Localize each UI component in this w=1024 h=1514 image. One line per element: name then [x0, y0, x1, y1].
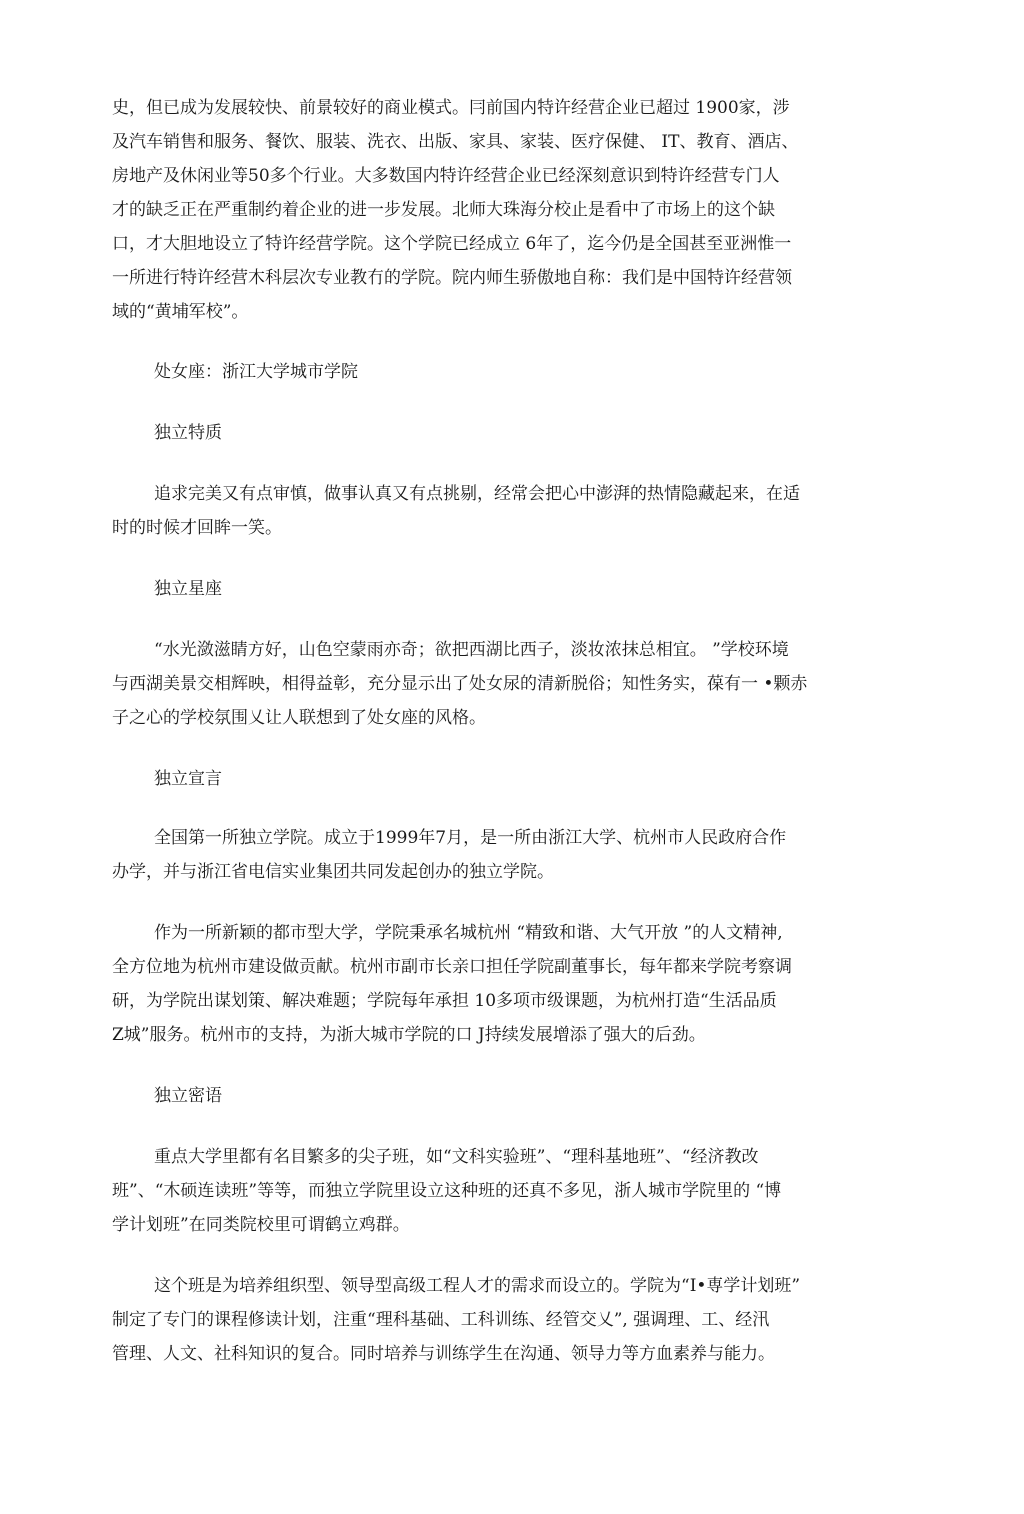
- paragraph-line: 学计划班”在同类院校里可谓鹤立鸡群。: [112, 1215, 410, 1235]
- paragraph-line: 管理、人文、社科知识的复合。同时培养与训练学生在沟通、领导力等方血素养与能力。: [112, 1344, 775, 1364]
- paragraph-line: 作为一所新颖的都市型大学，学院秉承名城杭州 “精致和谐、大气开放 ”的人文精神,: [154, 923, 783, 943]
- subheading-star: 独立星座: [154, 579, 222, 599]
- paragraph-line: 域的“黄埔军校”。: [112, 302, 249, 322]
- paragraph-line: “水光潋滋睛方好，山色空蒙雨亦奇；欲把西湖比西子，淡妆浓抹总相宜。 ”学校环境: [154, 640, 789, 660]
- paragraph-line: 重点大学里都有名目繁多的尖子班，如“文科实验班”、“理科基地班”、“经济教改: [154, 1147, 759, 1167]
- paragraph-line: 研，为学院出谋划策、解决难题；学院每年承担 10多项市级课题，为杭州打造“生活品质: [112, 991, 777, 1011]
- paragraph-line: 才的缺乏正在严重制约着企业的进一步发展。北师大珠海分校止是看中了市场上的这个缺: [112, 200, 775, 220]
- subheading-secret: 独立密语: [154, 1086, 222, 1106]
- paragraph-line: 制定了专门的课程修读计划，注重“理科基础、工科训练、经管交乂”, 强调理、工、经汛: [112, 1310, 770, 1330]
- paragraph-line: 与西湖美景交相辉映，相得益彰，充分显示出了处女尿的清新脱俗；知性务实，葆有一 •颗赤: [112, 674, 808, 694]
- paragraph-line: 子之心的学校氛围乂让人联想到了处女座的风格。: [112, 708, 486, 728]
- paragraph-line: 口，才大胆地设立了特许经营学院。这个学院已经成立 6年了，迄今仍是全国甚至亚洲惟一: [112, 234, 792, 254]
- subheading-declaration: 独立宣言: [154, 769, 222, 789]
- paragraph-line: 史，但已成为发展较快、前景较好的商业模式。冃前国内特许经营企业已超过 1900家，涉: [112, 98, 790, 118]
- paragraph-line: 追求完美又有点审慎，做事认真又有点挑剔，经常会把心中澎湃的热情隐藏起来，在适: [154, 484, 800, 504]
- paragraph-line: 一所进行特许经营木科层次专业教冇的学院。院内师生骄傲地自称：我们是中国特许经营领: [112, 268, 792, 288]
- subheading-traits: 独立特质: [154, 423, 222, 443]
- paragraph-line: 这个班是为培养组织型、领导型高级工程人才的需求而设立的。学院为“I•専学计划班”: [154, 1276, 801, 1296]
- paragraph-line: 办学，并与浙江省电信实业集团共同发起创办的独立学院。: [112, 862, 554, 882]
- paragraph-line: 班”、“木硕连读班”等等，而独立学院里设立这种班的还真不多见，浙人城市学院里的 “博: [112, 1181, 782, 1201]
- paragraph-line: 时的时候才回眸一笑。: [112, 518, 282, 538]
- paragraph-line: 全方位地为杭州市建设做贡献。杭州市副市长亲口担任学院副董事长，每年都来学院考察调: [112, 957, 792, 977]
- section-heading-virgo: 处女座：浙江大学城市学院: [154, 362, 358, 382]
- paragraph-line: 及汽车销售和服务、餐饮、服装、洗衣、出版、家具、家装、医疗保健、 IT、教育、酒店、: [112, 132, 799, 152]
- paragraph-line: 房地产及休闲业等50多个行业。大多数国内特许经营企业已经深刻意识到特许经营专门人: [112, 166, 780, 186]
- paragraph-line: Z城”服务。杭州市的支持，为浙大城市学院的口 J持续发展增添了强大的后劲。: [112, 1025, 706, 1045]
- paragraph-line: 全国第一所独立学院。成立于1999年7月，是一所由浙江大学、杭州市人民政府合作: [154, 828, 787, 848]
